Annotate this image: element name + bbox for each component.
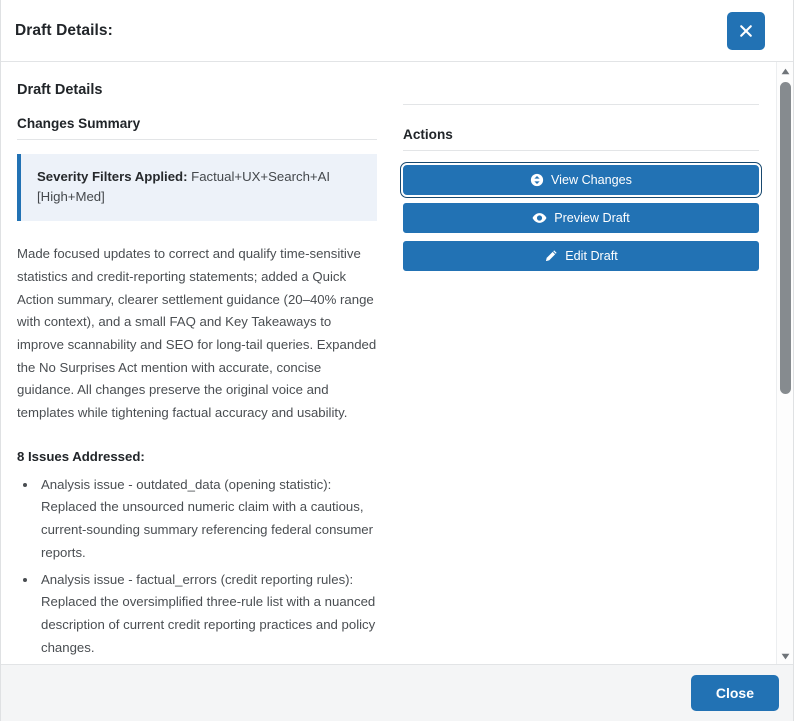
issues-addressed-heading: 8 Issues Addressed: — [17, 448, 145, 464]
severity-filters-label: Severity Filters Applied: — [37, 169, 188, 184]
eye-icon — [532, 211, 547, 225]
scroll-down-button[interactable] — [777, 647, 794, 664]
actions-heading: Actions — [403, 127, 453, 142]
actions-button-stack — [403, 165, 759, 271]
close-x-button[interactable] — [727, 12, 765, 50]
summary-column — [1, 82, 393, 664]
actions-divider — [403, 150, 759, 151]
edit-draft-label: Edit Draft — [565, 249, 618, 263]
vertical-scrollbar[interactable] — [776, 62, 793, 664]
close-x-icon — [738, 23, 754, 39]
edit-draft-button[interactable] — [403, 241, 759, 271]
page-title: Draft Details — [17, 82, 103, 98]
scrollbar-track[interactable] — [777, 79, 794, 647]
view-changes-button[interactable] — [403, 165, 759, 195]
changes-summary-divider — [17, 139, 377, 140]
dialog-body — [1, 62, 793, 664]
issues-list — [17, 474, 377, 660]
list-item: • Analysis issue - factual_errors (credit reporting rules): Replaced the oversimplified three-rule list with a nuanced description of current credit reporting practices and policy changes. — [38, 569, 377, 660]
severity-filters-alert — [17, 154, 377, 221]
scroll-up-button[interactable] — [777, 62, 794, 79]
scrollbar-thumb[interactable] — [780, 82, 791, 394]
dialog-title: Draft Details: — [15, 21, 113, 39]
view-changes-label: View Changes — [551, 173, 632, 187]
actions-column — [393, 82, 775, 664]
preview-draft-button[interactable] — [403, 203, 759, 233]
dialog-footer — [1, 664, 793, 721]
pencil-icon — [544, 249, 558, 263]
caret-down-icon — [781, 647, 790, 665]
list-item: • Analysis issue - outdated_data (opening statistic): Replaced the unsourced numeric claim with a cautious, current-sounding summary referencing federal consumer reports. — [38, 474, 377, 565]
caret-up-icon — [781, 62, 790, 80]
summary-paragraph: Made focused updates to correct and qualify time-sensitive statistics and credit-reporting statements; added a Quick Action summary, clearer settlement guidance (20–40% range with context), and a small FAQ and Key Takeaways to improve scannability and SEO for long-tail queries. Expanded the No Surprises Act mention with accurate, concise guidance. All changes preserve the original voice and templates while tightening factual accuracy and usability. — [17, 246, 377, 421]
sync-circle-icon — [530, 173, 544, 187]
dialog-header — [1, 0, 793, 62]
severity-filters-value: Factual+UX+Search+AI [High+Med] — [37, 169, 331, 205]
actions-top-divider — [403, 104, 759, 105]
close-button[interactable]: Close — [691, 675, 779, 711]
preview-draft-label: Preview Draft — [554, 211, 630, 225]
changes-summary-heading: Changes Summary — [17, 116, 141, 131]
